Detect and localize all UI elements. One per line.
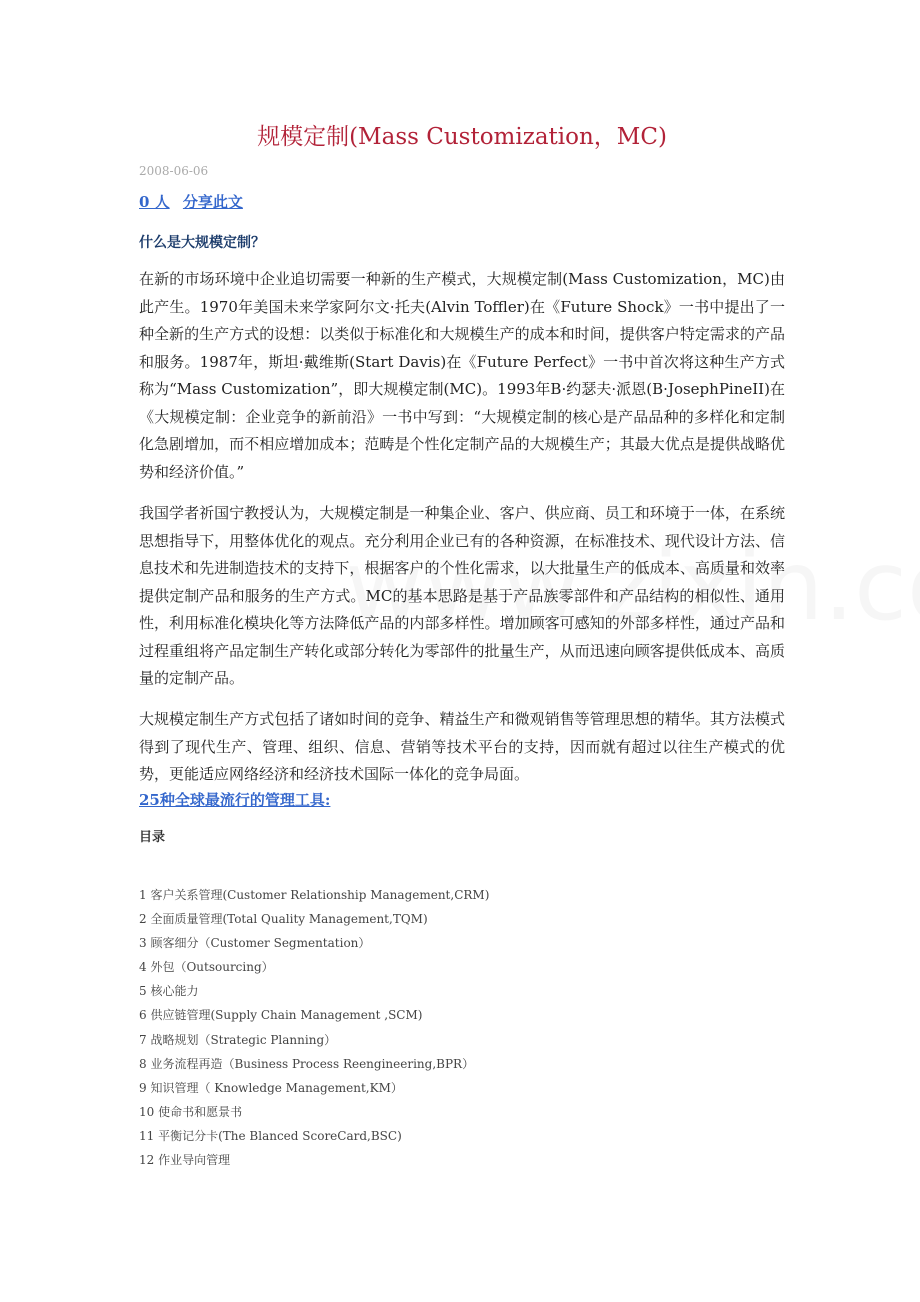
share-count-link[interactable]: 0 人	[139, 193, 170, 211]
toc-item: 1 客户关系管理(Customer Relationship Management,CRM)	[139, 888, 490, 902]
share-row	[139, 191, 251, 212]
page-title: 规模定制(Mass Customization，MC)	[257, 124, 667, 150]
toc-item: 12 作业导向管理	[139, 1153, 231, 1168]
toc-item: 10 使命书和愿景书	[139, 1104, 243, 1119]
paragraph-1: 在新的市场环境中企业追切需要一种新的生产模式，大规模定制(Mass Customization，MC)由此产生。1970年美国未来学家阿尔文·托夫(Alvin Toffler)在《Future Shock》一书中提出了一种全新的生产方式的设想：以类似于标准化和大规模生产的成本和时间，提供客户特定需求的产品和服务。1987年，斯坦·戴维斯(Start Davis)在《Future Perfect》一书中首次将这种生产方式称为“Mass Customization”，即大规模定制(MC)。1993年B·约瑟夫·派恩(B·JosephPineII)在《大规模定制：企业竞争的新前沿》一书中写到：“大规模定制的核心是产品品种的多样化和定制化急剧增加，而不相应增加成本；范畴是个性化定制产品的大规模生产；其最大优点是提供战略优势和经济价值。”	[139, 270, 785, 481]
toc-item: 2 全面质量管理(Total Quality Management,TQM)	[139, 912, 428, 927]
toc-item: 6 供应链管理(Supply Chain Management ,SCM)	[139, 1008, 423, 1023]
post-date: 2008-06-06	[139, 164, 209, 178]
toc-item: 3 顾客细分（Customer Segmentation）	[139, 936, 371, 951]
share-link[interactable]: 分享此文	[182, 193, 243, 211]
toc-item: 7 战略规划（Strategic Planning）	[139, 1032, 337, 1047]
management-tools-link[interactable]: 25种全球最流行的管理工具:	[139, 791, 331, 809]
toc-item: 4 外包（Outsourcing）	[139, 960, 274, 975]
paragraph-3: 大规模定制生产方式包括了诸如时间的竞争、精益生产和微观销售等管理思想的精华。其方法模式得到了现代生产、管理、组织、信息、营销等技术平台的支持，因而就有超过以往生产模式的优势，更能适应网络经济和经济技术国际一体化的竞争局面。	[139, 710, 785, 783]
toc-list	[139, 883, 489, 1172]
section-heading: 什么是大规模定制？	[139, 235, 265, 251]
toc-item: 5 核心能力	[139, 984, 199, 999]
toc-item: 8 业务流程再造（Business Process Reengineering,BPR）	[139, 1056, 475, 1071]
toc-item: 11 平衡记分卡(The Blanced ScoreCard,BSC)	[139, 1128, 402, 1143]
toc-label: 目录	[139, 830, 166, 845]
toc-item: 9 知识管理（ Knowledge Management,KM）	[139, 1080, 403, 1095]
paragraph-2: 我国学者祈国宁教授认为，大规模定制是一种集企业、客户、供应商、员工和环境于一体，在系统思想指导下，用整体优化的观点。充分利用企业已有的各种资源，在标准技术、现代设计方法、信息技术和先进制造技术的支持下，根据客户的个性化需求，以大批量生产的低成本、高质量和效率提供定制产品和服务的生产方式。MC的基本思路是基于产品族零部件和产品结构的相似性、通用性，利用标准化模块化等方法降低产品的内部多样性。增加顾客可感知的外部多样性，通过产品和过程重组将产品定制生产转化或部分转化为零部件的批量生产，从而迅速向顾客提供低成本、高质量的定制产品。	[139, 504, 785, 687]
